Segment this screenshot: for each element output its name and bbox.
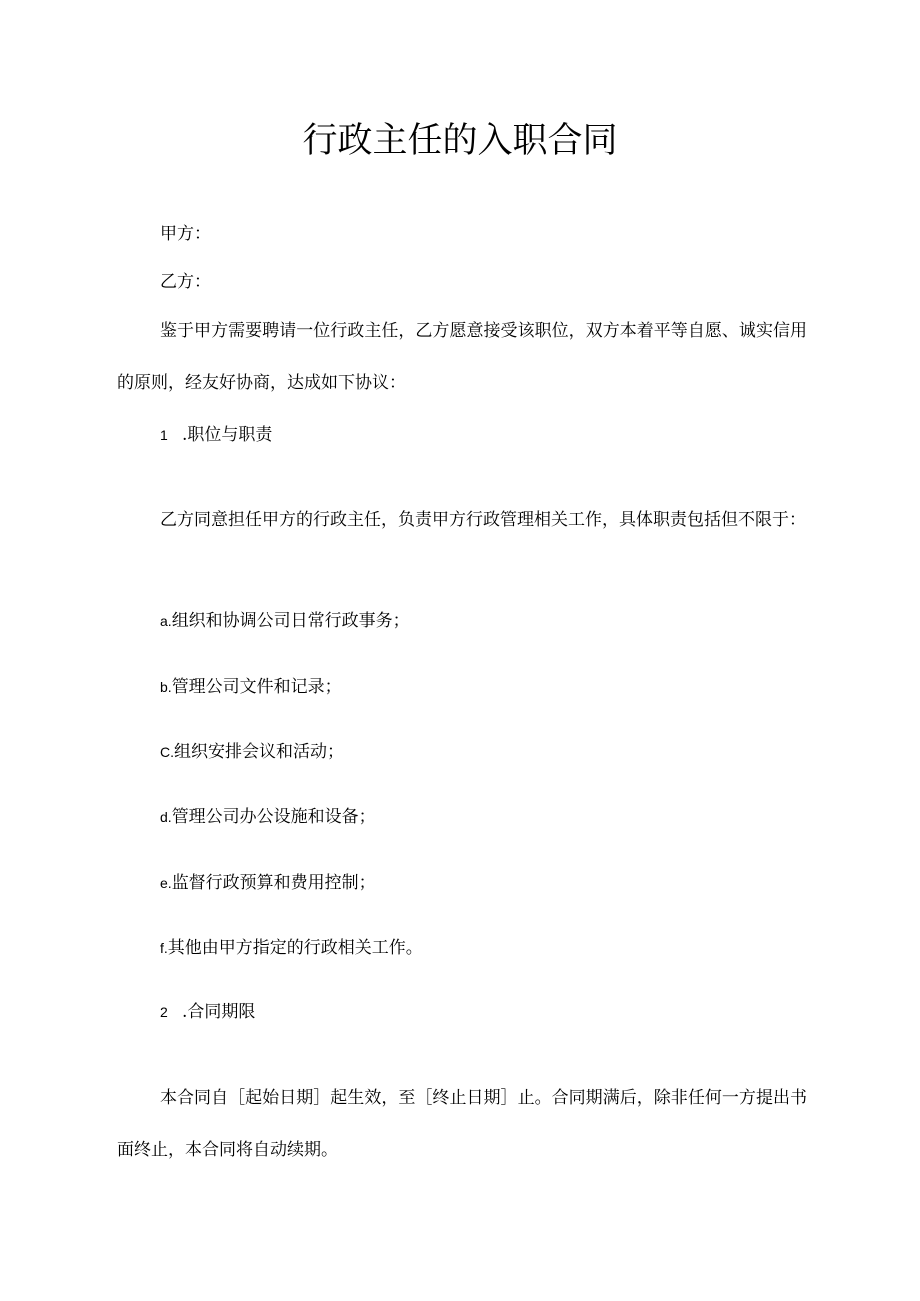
section-2-number: 2 xyxy=(160,1004,168,1020)
list-item-marker: a. xyxy=(160,613,172,629)
section-1-intro: 乙方同意担任甲方的行政主任，负责甲方行政管理相关工作，具体职责包括但不限于： xyxy=(160,510,806,530)
list-item-marker: b. xyxy=(160,679,172,695)
preamble-paragraph: 鉴于甲方需要聘请一位行政主任，乙方愿意接受该职位，双方本着平等自愿、诚实信用的原则，经友好协商，达成如下协议： xyxy=(117,321,807,393)
section-1-heading xyxy=(160,423,272,447)
party-a-label: 甲方： xyxy=(160,224,211,244)
section-2-body: 本合同自［起始日期］起生效，至［终止日期］止。合同期满后，除非任何一方提出书面终止，本合同将自动续期。 xyxy=(117,1088,807,1160)
party-b-label: 乙方： xyxy=(160,272,211,292)
list-item-text: 其他由甲方指定的行政相关工作。 xyxy=(167,938,423,958)
list-item xyxy=(160,805,376,829)
document-title: 行政主任的入职合同 xyxy=(302,121,618,161)
list-item-text: 管理公司办公设施和设备； xyxy=(171,807,376,827)
list-item xyxy=(160,609,410,633)
list-item-text: 管理公司文件和记录； xyxy=(171,677,342,697)
list-item-marker: d. xyxy=(160,809,172,825)
list-item xyxy=(160,936,423,960)
list-item xyxy=(160,740,344,764)
section-2-heading xyxy=(160,1000,255,1024)
list-item-marker: C. xyxy=(160,744,174,760)
list-item-marker: e. xyxy=(160,875,172,891)
section-1-number: 1 xyxy=(160,427,168,443)
section-2-title: .合同期限 xyxy=(182,1002,256,1022)
list-item-text: 监督行政预算和费用控制； xyxy=(171,873,376,893)
section-1-title: .职位与职责 xyxy=(182,425,273,445)
list-item-text: 组织和协调公司日常行政事务； xyxy=(171,611,410,631)
list-item-text: 组织安排会议和活动； xyxy=(174,742,344,762)
list-item xyxy=(160,675,342,699)
list-item xyxy=(160,871,376,895)
list-item-marker: f. xyxy=(160,940,168,956)
